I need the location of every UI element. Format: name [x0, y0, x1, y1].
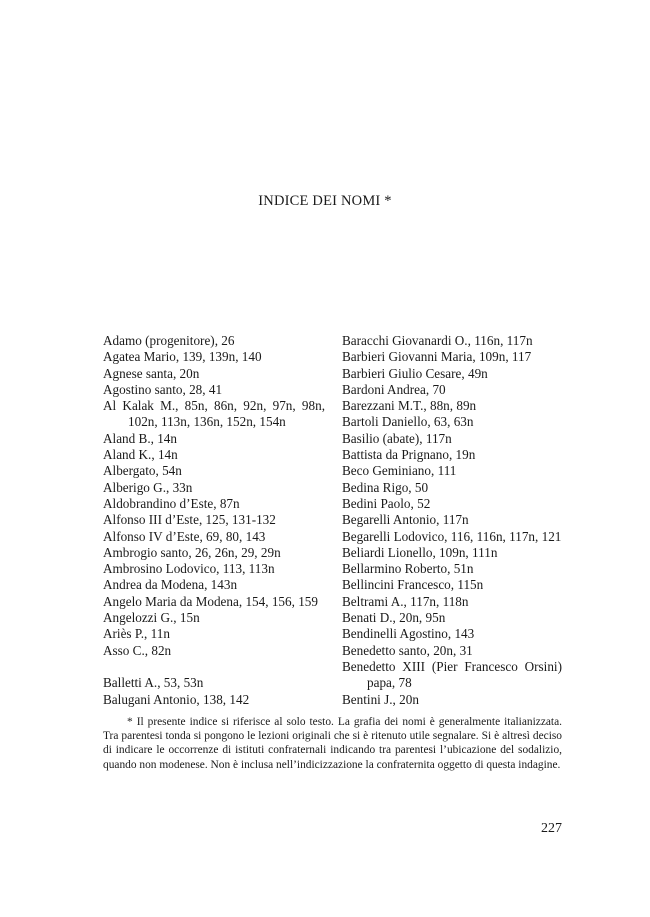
footnote: * Il presente indice si riferisce al solo testo. La grafia dei nomi è generalmente italianizzata. Tra parentesi tonda si pongono le lezioni originali che si è ritenuto utile segnalare. Si è altresì deciso di indicare le occorrenze di istituti confraternali indicando tra parentesi l’ubicazione del sodalizio, quando non modenese. Non è inclusa nell’indicizzazione la confraternita oggetto di questa indagine. [103, 716, 562, 771]
index-entry: Ambrogio santo, 26, 26n, 29, 29n [103, 544, 281, 560]
index-entry: Basilio (abate), 117n [342, 430, 452, 446]
index-entry: Balugani Antonio, 138, 142 [103, 691, 250, 707]
index-entry: Battista da Prignano, 19n [342, 447, 476, 463]
index-entry: Bentini J., 20n [342, 691, 419, 707]
index-entry: Bendinelli Agostino, 143 [342, 626, 475, 642]
index-entry: Benedetto XIII (Pier Francesco Orsini) papa, 78 [342, 658, 562, 691]
index-entry: Aldobrandino d’Este, 87n [103, 495, 240, 511]
index-entry: Angelo Maria da Modena, 154, 156, 159 [103, 593, 318, 609]
index-entry: Alberigo G., 33n [103, 479, 193, 495]
index-entry: Bedina Rigo, 50 [342, 479, 429, 495]
index-entry: Andrea da Modena, 143n [103, 577, 238, 593]
index-entry: Barbieri Giulio Cesare, 49n [342, 365, 488, 381]
index-column-right [342, 333, 562, 708]
index-entry: Bartoli Daniello, 63, 63n [342, 414, 474, 430]
letter-group-spacer [103, 659, 325, 675]
index-entry: Al Kalak M., 85n, 86n, 92n, 97n, 98n, 102n, 113n, 136n, 152n, 154n [103, 398, 325, 430]
index-entry: Baracchi Giovanardi O., 116n, 117n [342, 333, 533, 348]
index-entry: Aland B., 14n [103, 430, 177, 446]
index-entry: Bellarmino Roberto, 51n [342, 561, 474, 577]
index-entry: Alfonso III d’Este, 125, 131-132 [103, 512, 276, 528]
index-entry: Begarelli Lodovico, 116, 116n, 117n, 121 [342, 528, 562, 544]
index-column-left [103, 333, 325, 708]
index-entry: Bedini Paolo, 52 [342, 495, 431, 511]
index-entry: Bellincini Francesco, 115n [342, 577, 484, 593]
index-entry: Asso C., 82n [103, 642, 172, 658]
index-entry: Balletti A., 53, 53n [103, 675, 204, 691]
index-entry: Agnese santa, 20n [103, 365, 200, 381]
index-entry: Ambrosino Lodovico, 113, 113n [103, 561, 275, 577]
index-entry: Beltrami A., 117n, 118n [342, 593, 469, 609]
index-entry: Aland K., 14n [103, 447, 178, 463]
index-entry: Benati D., 20n, 95n [342, 610, 446, 626]
index-entry: Angelozzi G., 15n [103, 610, 200, 626]
index-entry: Barbieri Giovanni Maria, 109n, 117 [342, 349, 532, 365]
index-entry: Barezzani M.T., 88n, 89n [342, 398, 477, 414]
page-number: 227 [541, 821, 562, 836]
index-entry: Benedetto santo, 20n, 31 [342, 642, 473, 658]
page-title: INDICE DEI NOMI * [258, 193, 392, 209]
index-entry: Beco Geminiano, 111 [342, 463, 457, 479]
index-entry: Begarelli Antonio, 117n [342, 512, 469, 528]
index-entry: Beliardi Lionello, 109n, 111n [342, 544, 498, 560]
index-entry: Agostino santo, 28, 41 [103, 381, 223, 397]
index-entry: Albergato, 54n [103, 463, 182, 479]
index-entry: Agatea Mario, 139, 139n, 140 [103, 349, 262, 365]
index-entry: Alfonso IV d’Este, 69, 80, 143 [103, 528, 266, 544]
index-entry: Bardoni Andrea, 70 [342, 381, 446, 397]
index-entry: Ariès P., 11n [103, 626, 170, 642]
index-entry: Adamo (progenitore), 26 [103, 333, 235, 348]
